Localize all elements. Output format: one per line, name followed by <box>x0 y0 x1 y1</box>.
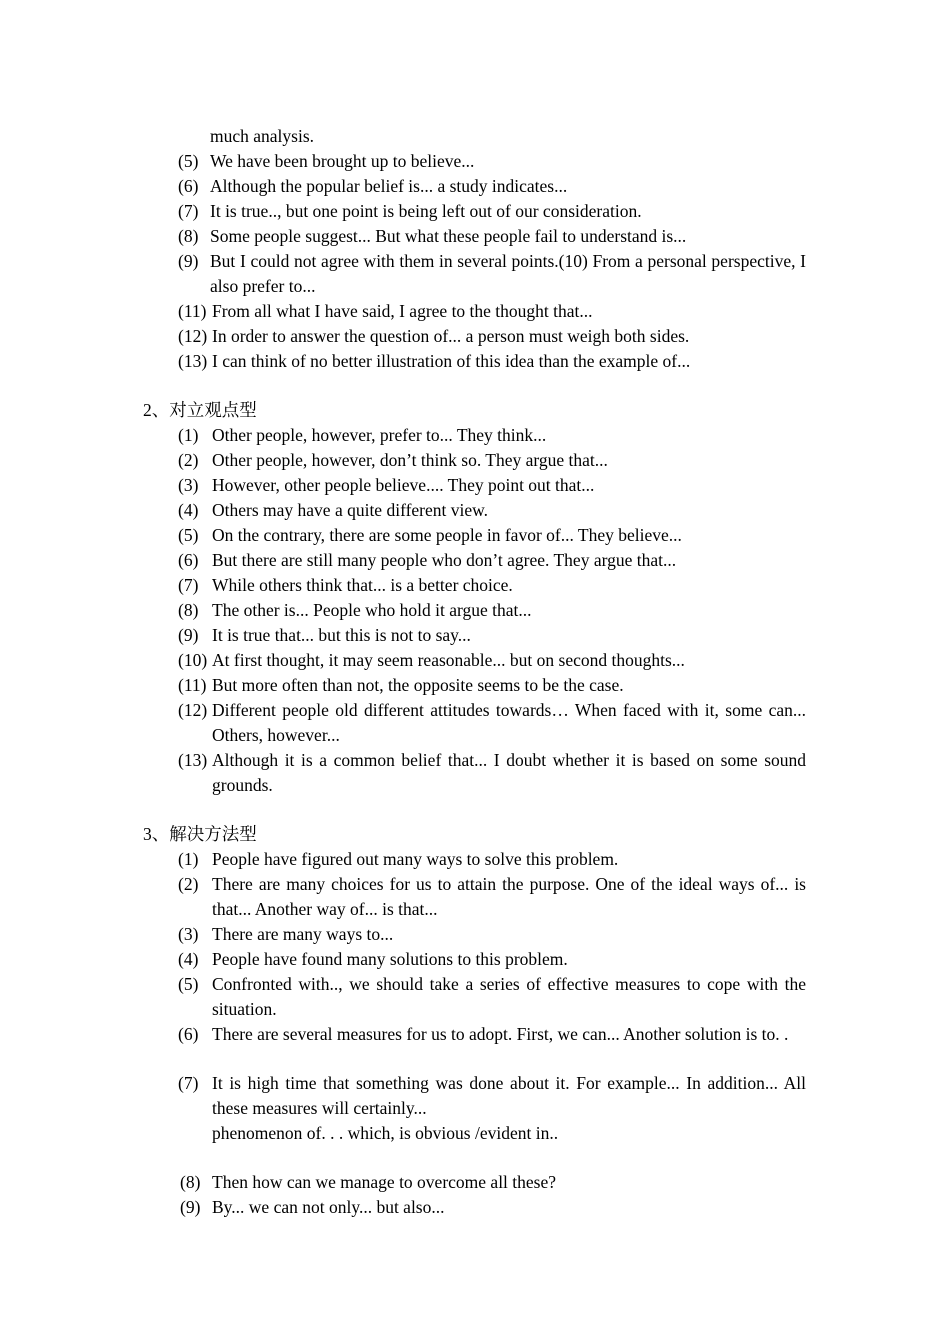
item-text: It is true that... but this is not to say... <box>212 625 471 645</box>
item-number: (12) <box>178 700 208 720</box>
item-number: (3) <box>178 475 199 495</box>
item-text: At first thought, it may seem reasonable... but on second thoughts... <box>212 650 685 670</box>
item-text: From all what I have said, I agree to the thought that... <box>212 301 593 321</box>
list-item <box>178 448 806 473</box>
item-text: Although the popular belief is... a study indicates... <box>210 176 568 196</box>
list-item <box>180 1195 808 1220</box>
list-item <box>180 1170 808 1195</box>
item-text: The other is... People who hold it argue that... <box>212 600 532 620</box>
item-number: (8) <box>180 1172 201 1192</box>
list-item <box>178 523 806 548</box>
item-number: (9) <box>178 625 199 645</box>
item-number: (5) <box>178 151 199 171</box>
item-number: (8) <box>178 226 199 246</box>
item-number: (9) <box>180 1197 201 1217</box>
list-item <box>178 947 806 972</box>
item-number: (6) <box>178 550 199 570</box>
item-number: (7) <box>178 1073 199 1093</box>
item-number: (8) <box>178 600 199 620</box>
item-text: Different people old different attitudes towards… When faced with it, some can... Others, however... <box>212 700 806 745</box>
item-number: (4) <box>178 500 199 520</box>
item-text: Others may have a quite different view. <box>212 500 489 520</box>
extra-line: phenomenon of. . . which, is obvious /evident in.. <box>212 1123 559 1143</box>
item-number: (13) <box>178 351 208 371</box>
list-item <box>178 423 806 448</box>
section-heading: 2、对立观点型 <box>143 400 257 420</box>
list-item <box>178 1022 806 1047</box>
item-text: There are many choices for us to attain the purpose. One of the ideal ways of... is that... Another way of... is that... <box>212 874 806 919</box>
item-number: (1) <box>178 849 199 869</box>
list-item <box>178 473 806 498</box>
item-number: (6) <box>178 1024 199 1044</box>
item-text: Other people, however, don’t think so. They argue that... <box>212 450 608 470</box>
list-item <box>178 648 806 673</box>
item-number: (3) <box>178 924 199 944</box>
list-item <box>178 149 806 174</box>
list-item <box>178 847 806 872</box>
list-item <box>178 199 806 224</box>
item-number: (10) <box>178 650 208 670</box>
list-item <box>178 922 806 947</box>
item-text: People have found many solutions to this problem. <box>212 949 568 969</box>
item-number: (11) <box>178 675 207 695</box>
list-item <box>178 498 806 523</box>
item-text: Although it is a common belief that... I doubt whether it is based on some sound grounds. <box>212 750 806 795</box>
item-text: Some people suggest... But what these people fail to understand is... <box>210 226 687 246</box>
list-item <box>178 299 806 324</box>
item-number: (5) <box>178 525 199 545</box>
item-text: But more often than not, the opposite seems to be the case. <box>212 675 624 695</box>
list-item <box>178 872 806 922</box>
item-number: (6) <box>178 176 199 196</box>
list-item <box>178 224 806 249</box>
list-item <box>178 174 806 199</box>
item-text: But there are still many people who don’t agree. They argue that... <box>212 550 677 570</box>
item-text: Confronted with.., we should take a series of effective measures to cope with the situation. <box>212 974 806 1019</box>
intro-continuation: much analysis. <box>210 126 315 146</box>
list-item <box>178 673 806 698</box>
list-item <box>178 1071 806 1121</box>
item-text: In order to answer the question of... a person must weigh both sides. <box>212 326 690 346</box>
item-number: (11) <box>178 301 207 321</box>
item-text: While others think that... is a better choice. <box>212 575 513 595</box>
item-text: People have figured out many ways to solve this problem. <box>212 849 619 869</box>
item-text: Other people, however, prefer to... They think... <box>212 425 547 445</box>
list-item <box>178 598 806 623</box>
item-text: We have been brought up to believe... <box>210 151 475 171</box>
item-text: By... we can not only... but also... <box>212 1197 445 1217</box>
item-number: (4) <box>178 949 199 969</box>
list-item <box>178 748 806 798</box>
item-number: (5) <box>178 974 199 994</box>
list-item <box>178 349 806 374</box>
item-number: (12) <box>178 326 208 346</box>
list-item <box>178 623 806 648</box>
item-text: However, other people believe.... They point out that... <box>212 475 595 495</box>
item-number: (7) <box>178 575 199 595</box>
list-item <box>178 548 806 573</box>
item-number: (2) <box>178 450 199 470</box>
list-item <box>178 324 806 349</box>
section-heading: 3、解决方法型 <box>143 824 257 844</box>
list-item <box>178 698 806 748</box>
item-text: There are several measures for us to adopt. First, we can... Another solution is to. . <box>212 1024 789 1044</box>
item-number: (1) <box>178 425 199 445</box>
item-text: Then how can we manage to overcome all these? <box>212 1172 557 1192</box>
list-item <box>178 573 806 598</box>
item-text: It is true.., but one point is being left out of our consideration. <box>210 201 642 221</box>
item-number: (13) <box>178 750 208 770</box>
item-number: (9) <box>178 251 199 271</box>
item-text: It is high time that something was done about it. For example... In addition... All these measures will certainly... <box>212 1073 806 1118</box>
list-item <box>178 972 806 1022</box>
item-text: On the contrary, there are some people in favor of... They believe... <box>212 525 682 545</box>
list-item <box>178 249 806 299</box>
item-text: I can think of no better illustration of this idea than the example of... <box>212 351 691 371</box>
item-number: (7) <box>178 201 199 221</box>
item-text: There are many ways to... <box>212 924 394 944</box>
item-text: But I could not agree with them in several points.(10) From a personal perspective, I also prefer to... <box>210 251 806 296</box>
item-number: (2) <box>178 874 199 894</box>
